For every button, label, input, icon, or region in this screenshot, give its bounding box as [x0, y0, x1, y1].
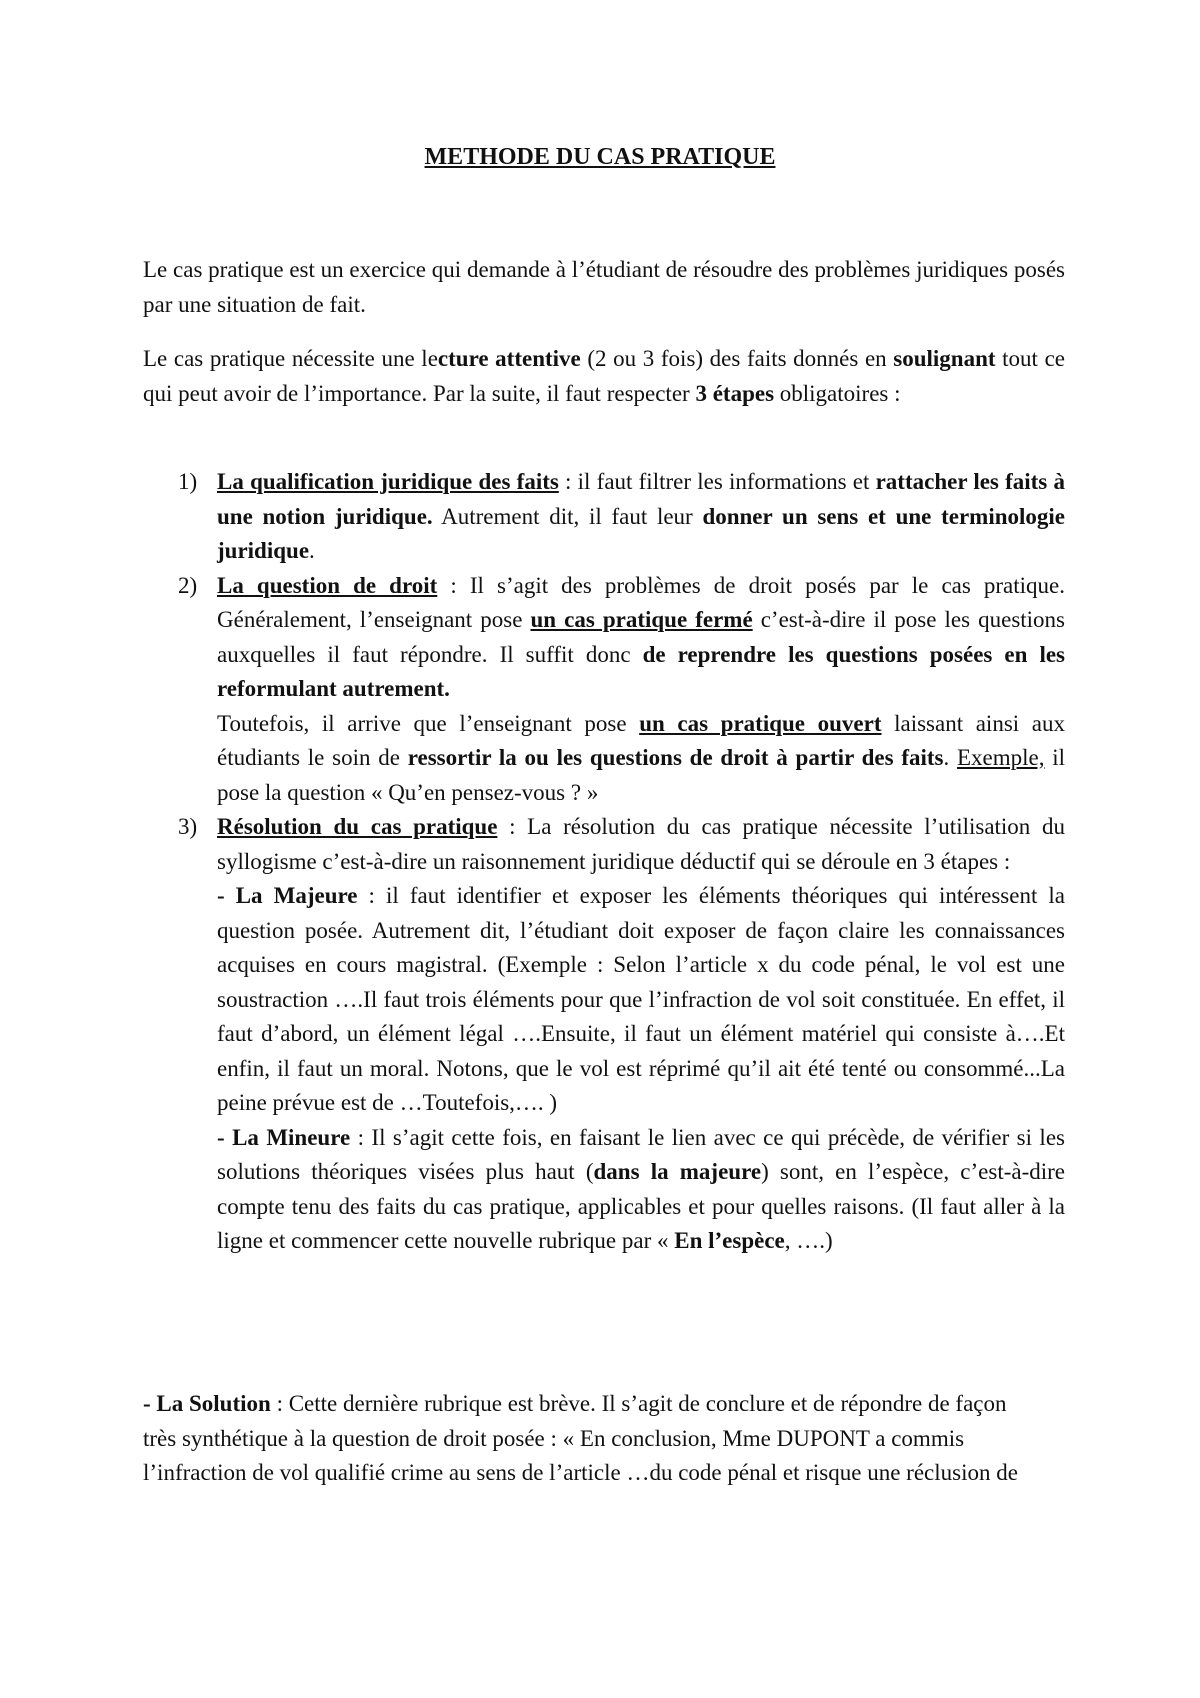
- text-run: tout ce qui peut avoir de l’importance. Par la suite, il faut respecter: [143, 346, 1065, 406]
- text-run: : Cette dernière rubrique est brève. Il s’agit de conclure et de répondre de façon très synthétique à la question de droit posée : « En conclusion, Mme DUPONT a commis l’infraction de vol qualifié crime au sens de l’article …du code pénal et risque une réclusion de: [143, 1391, 1018, 1485]
- step-item-resolution: [143, 810, 1065, 1259]
- step-heading: Résolution du cas pratique: [217, 814, 498, 839]
- emphasis-text: 3 étapes: [695, 380, 775, 406]
- text-run: (2 ou 3 fois) des faits donnés en: [580, 346, 894, 371]
- text-run: : La résolution du cas pratique nécessite l’utilisation du syllogisme c’est-à-dire un raisonnement juridique déductif qui se déroule en 3 étapes :: [217, 814, 1065, 874]
- text-run: : Il s’agit cette fois, en faisant le lien avec ce qui précède, de vérifier si les solutions théoriques visées plus haut (: [217, 1124, 1065, 1184]
- example-label: Exemple,: [956, 745, 1045, 770]
- text-run: : il faut identifier et exposer les éléments théoriques qui intéressent la question posée. Autrement dit, l’étudiant doit exposer de façon claire les connaissances acquises en cours magistral. (Exemple : Selon l’article x du code pénal, le vol est une soustraction ….Il faut trois éléments pour que l’infraction de vol soit constituée. En effet, il faut d’abord, un élément légal ….Ensuite, il faut un élément matériel qui consiste à….Et enfin, il faut un moral. Notons, que le vol est réprimé qu’il ait été tenté ou consommé...La peine prévue est de …Toutefois,…. ): [217, 883, 1065, 1115]
- emphasis-text: dans la majeure: [593, 1159, 762, 1184]
- emphasis-text: donner un sens et une terminologie juridique: [217, 503, 1065, 563]
- step-item-qualification: [143, 465, 1065, 569]
- text-run: .: [309, 538, 315, 563]
- emphasis-text: un cas pratique fermé: [530, 607, 753, 632]
- mineure-paragraph: [217, 1121, 1065, 1259]
- step-heading: La question de droit: [217, 572, 438, 598]
- text-run: obligatoires :: [774, 380, 901, 406]
- steps-list: [143, 465, 1065, 1259]
- text-run: Autrement dit, il faut leur: [432, 503, 703, 529]
- step-continuation: [217, 707, 1065, 811]
- text-run: il pose la question « Qu’en pensez-vous ? »: [217, 745, 1066, 805]
- emphasis-text: un cas pratique ouvert: [639, 710, 882, 736]
- intro-paragraph-2: [143, 342, 1065, 411]
- majeure-label: - La Majeure: [217, 883, 358, 908]
- step-heading: La qualification juridique des faits: [217, 469, 559, 494]
- emphasis-text: ressortir la ou les questions de droit à partir des faits: [407, 745, 944, 770]
- step-number: 1): [178, 469, 198, 494]
- mineure-label: - La Mineure: [217, 1124, 351, 1150]
- majeure-paragraph: [217, 879, 1065, 1121]
- emphasis-text: En l’espèce: [674, 1228, 785, 1253]
- solution-label: - La Solution: [143, 1391, 271, 1416]
- text-run: Le cas pratique nécessite une le: [143, 346, 438, 371]
- emphasis-text: rattacher les faits à une notion juridique.: [217, 469, 1065, 529]
- step-item-question-de-droit: [143, 569, 1065, 811]
- text-run: , ….): [784, 1228, 833, 1253]
- emphasis-text: soulignant: [893, 346, 996, 371]
- text-run: laissant ainsi aux étudiants le soin de: [217, 710, 1065, 770]
- text-run: .: [943, 745, 957, 770]
- intro-paragraph-1: Le cas pratique est un exercice qui demande à l’étudiant de résoudre des problèmes juridiques posés par une situation de fait.: [143, 257, 1065, 317]
- emphasis-text: de reprendre les questions posées en les reformulant autrement.: [217, 641, 1065, 701]
- solution-paragraph: [143, 1387, 1043, 1491]
- step-number: 2): [178, 572, 198, 598]
- text-run: ) sont, en l’espèce, c’est-à-dire compte tenu des faits du cas pratique, applicables et pour quelles raisons. (Il faut aller à la ligne et commencer cette nouvelle rubrique par «: [217, 1159, 1065, 1253]
- page-title: METHODE DU CAS PRATIQUE: [424, 144, 776, 170]
- text-run: Toutefois, il arrive que l’enseignant pose: [217, 710, 640, 736]
- emphasis-text: cture attentive: [437, 346, 581, 371]
- text-run: : Il s’agit des problèmes de droit posés par le cas pratique. Généralement, l’enseignant pose: [217, 572, 1066, 632]
- text-run: c’est-à-dire il pose les questions auxquelles il faut répondre. Il suffit donc: [217, 607, 1065, 667]
- step-number: 3): [178, 814, 198, 839]
- text-run: : il faut filtrer les informations et: [558, 469, 876, 494]
